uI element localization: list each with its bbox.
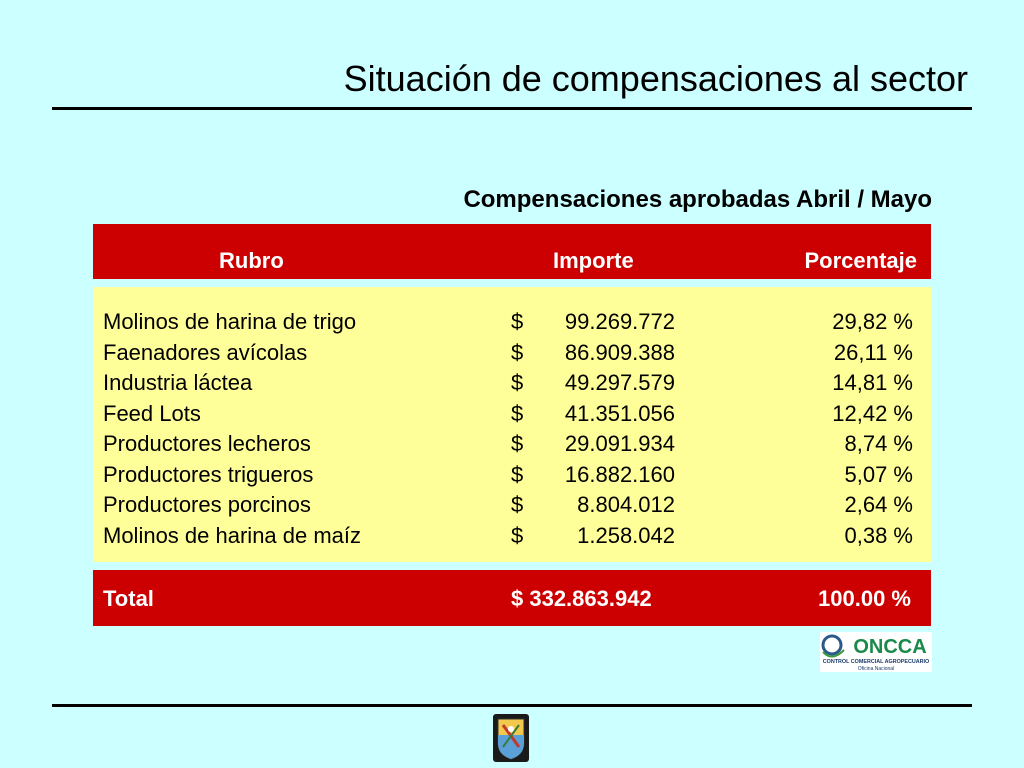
row-porcentaje: 14,81 %: [832, 370, 913, 395]
row-currency: $: [511, 400, 524, 426]
row-currency: $: [511, 461, 524, 487]
header-porcentaje: Porcentaje: [804, 248, 917, 273]
row-currency: $: [511, 309, 524, 334]
logo-name: ONCCA: [853, 636, 927, 658]
page-title: Situación de compensaciones al sector: [343, 58, 968, 99]
row-rubro: Productores trigueros: [103, 461, 314, 487]
table-row: [93, 431, 931, 462]
table-row: [93, 523, 931, 554]
row-currency: $: [511, 339, 524, 365]
table-header: [93, 224, 931, 279]
total-importe: $ 332.863.942: [511, 586, 652, 611]
row-rubro: Feed Lots: [103, 400, 201, 426]
header-rubro: Rubro: [219, 248, 284, 273]
table-row: [93, 309, 931, 340]
table-row: [93, 462, 931, 493]
row-porcentaje: 0,38 %: [844, 522, 913, 548]
title-divider: [52, 107, 972, 110]
table-row: [93, 401, 931, 432]
table-body: [93, 287, 931, 562]
table-row: [93, 340, 931, 371]
row-importe: 41.351.056: [564, 400, 675, 426]
row-importe: 8.804.012: [577, 492, 675, 517]
table-row: [93, 492, 931, 523]
logo-line1: CONTROL COMERCIAL AGROPECUARIO: [822, 659, 930, 665]
row-rubro: Productores lecheros: [103, 431, 311, 456]
row-importe: 29.091.934: [564, 431, 675, 456]
row-importe: 1.258.042: [577, 522, 675, 548]
total-label: Total: [103, 586, 154, 611]
row-currency: $: [511, 492, 524, 517]
row-currency: $: [511, 431, 524, 456]
total-porcentaje: 100.00 %: [818, 586, 911, 611]
table-subtitle: Compensaciones aprobadas Abril / Mayo: [463, 186, 932, 213]
row-rubro: Molinos de harina de maíz: [103, 522, 362, 548]
row-porcentaje: 2,64 %: [844, 492, 913, 517]
footer-divider: [52, 704, 972, 707]
row-porcentaje: 8,74 %: [844, 431, 913, 456]
row-porcentaje: 5,07 %: [844, 461, 913, 487]
row-porcentaje: 12,42 %: [832, 400, 913, 426]
row-importe: 49.297.579: [564, 370, 675, 395]
row-porcentaje: 26,11 %: [833, 339, 913, 365]
logo-line2: Oficina Nacional: [857, 666, 895, 672]
table-row: [93, 370, 931, 401]
oncca-logo: [820, 632, 932, 672]
row-importe: 99.269.772: [564, 309, 675, 334]
table-total: [93, 570, 931, 626]
row-rubro: Faenadores avícolas: [103, 339, 308, 365]
row-importe: 16.882.160: [564, 461, 675, 487]
header-importe: Importe: [553, 248, 634, 273]
row-rubro: Productores porcinos: [103, 492, 311, 517]
row-importe: 86.909.388: [564, 339, 675, 365]
row-rubro: Molinos de harina de trigo: [103, 309, 357, 334]
row-currency: $: [511, 522, 524, 548]
row-rubro: Industria láctea: [103, 370, 253, 395]
row-porcentaje: 29,82 %: [832, 309, 913, 334]
row-currency: $: [511, 370, 524, 395]
crest-icon: [492, 713, 530, 763]
